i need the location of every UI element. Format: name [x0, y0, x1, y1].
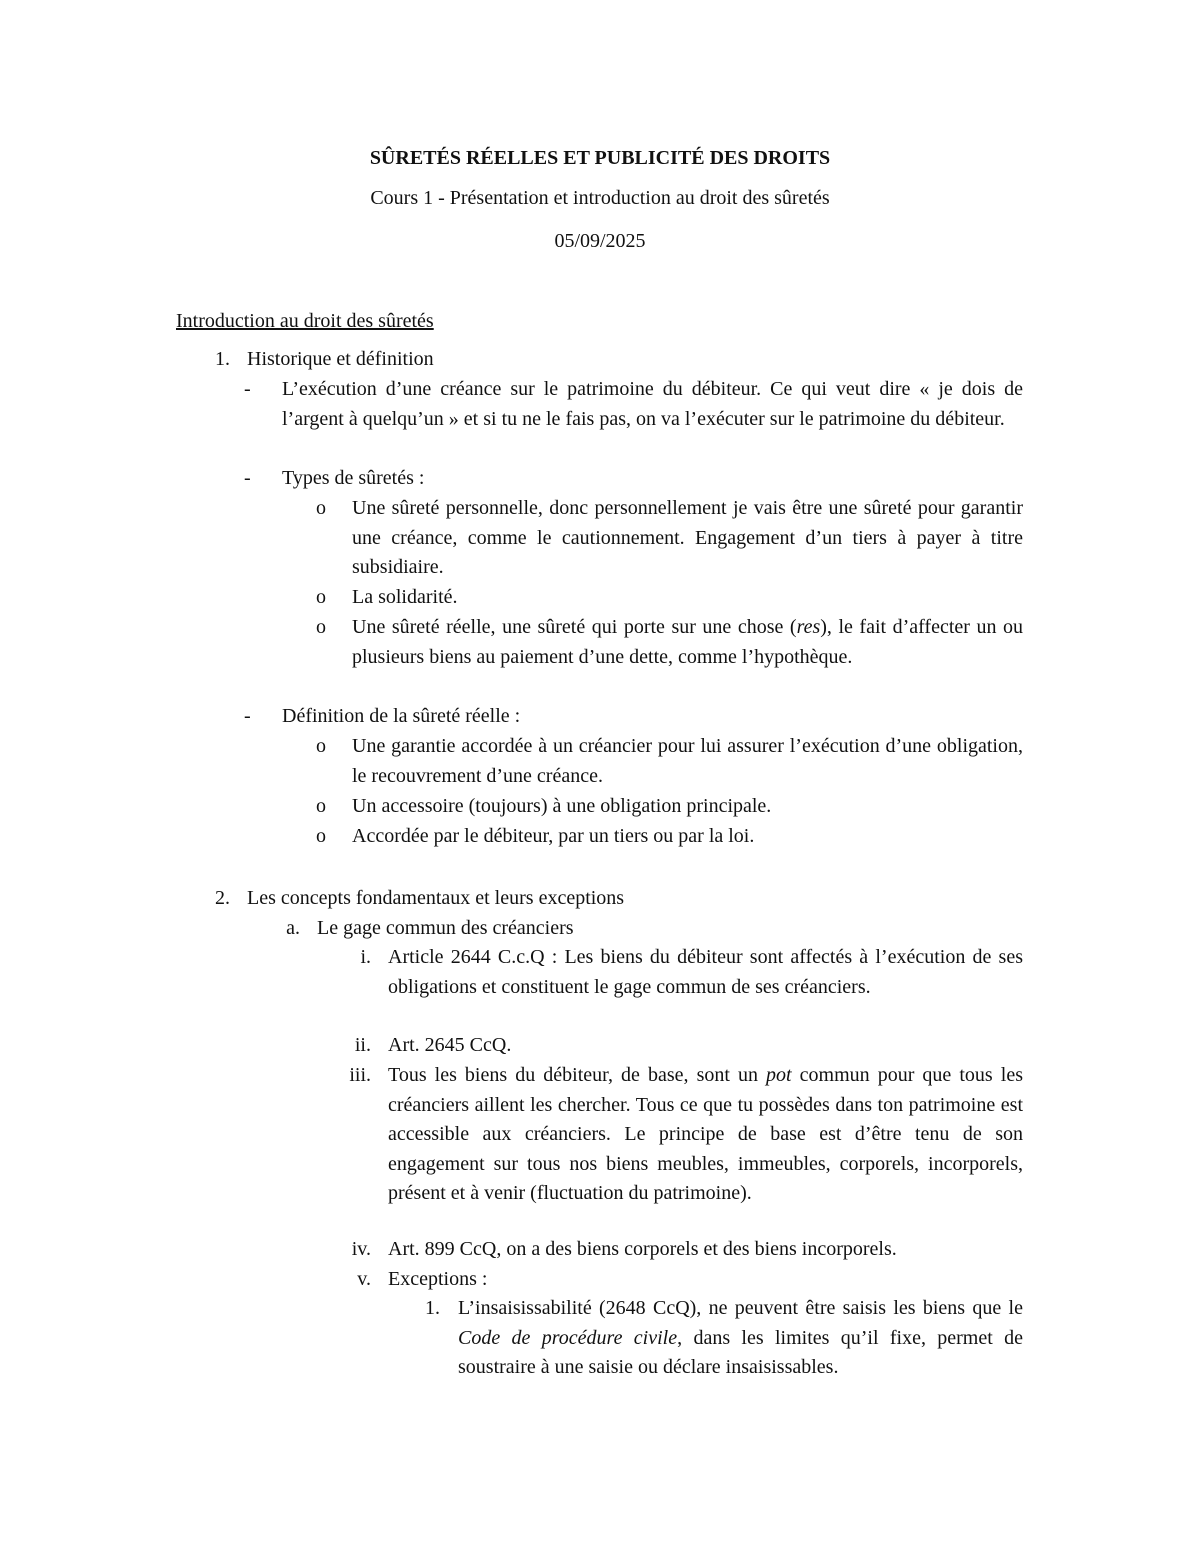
text-run: Une sûreté réelle, une sûreté qui porte sur une chose (: [352, 616, 797, 638]
list-marker-ii: ii.: [354, 1034, 371, 1056]
dash-marker: -: [244, 378, 251, 400]
document-subtitle: Cours 1 - Présentation et introduction au droit des sûretés: [370, 187, 830, 209]
dash-marker: -: [244, 467, 251, 489]
part1-dash3-bullet2: Un accessoire (toujours) à une obligation principale.: [352, 795, 772, 817]
text-run: , dans les limites qu’il fixe, permet de soustraire à une saisie ou déclare insaisissables.: [458, 1326, 1024, 1379]
document-date: 05/09/2025: [554, 230, 646, 252]
part1-title: Historique et définition: [247, 348, 434, 370]
list-marker-a: a.: [286, 917, 300, 939]
list-marker-2: 2.: [215, 887, 230, 909]
part1-dash1-text: L’exécution d’une créance sur le patrimoine du débiteur. Ce qui veut dire « je dois de l’argent à quelqu’un » et si tu ne le fais pas, on va l’exécuter sur le patrimoine du débiteur.: [282, 378, 1023, 430]
document-title: SÛRETÉS RÉELLES ET PUBLICITÉ DES DROITS: [369, 147, 831, 169]
text-run: commun pour que tous les créanciers aillent les chercher. Tous ce que tu possèdes dans ton patrimoine est accessible aux créanciers. Le principe de base est d’être tenu de son engagement sur tous nos biens meubles, immeubles, corporels, incorporels, présent et à venir (fluctuation du patrimoine).: [388, 1064, 1023, 1205]
list-marker-iv: iv.: [351, 1238, 371, 1260]
bullet-marker: o: [316, 825, 326, 847]
part2-ii-text: Art. 2645 CcQ.: [388, 1034, 512, 1056]
list-marker-1: 1.: [215, 348, 230, 370]
text-run: L’insaisissabilité (2648 CcQ), ne peuvent être saisis les biens que le: [458, 1297, 1023, 1319]
part1-dash3-bullet3: Accordée par le débiteur, par un tiers ou par la loi.: [352, 825, 755, 847]
part1-dash2-bullet2: La solidarité.: [352, 586, 458, 608]
part1-dash2-bullet1: Une sûreté personnelle, donc personnellement je vais être une sûreté pour garantir une créance, comme le cautionnement. Engagement d’un tiers à payer à titre subsidiaire.: [352, 497, 1023, 579]
list-marker-v: v.: [357, 1268, 371, 1290]
italic-term: Code de procédure civile: [458, 1326, 678, 1349]
part2-title: Les concepts fondamentaux et leurs exceptions: [247, 887, 625, 909]
list-marker-v1: 1.: [425, 1297, 440, 1319]
section-heading: Introduction au droit des sûretés: [176, 310, 434, 332]
part2-v-text: Exceptions :: [388, 1268, 488, 1290]
part1-dash3-text: Définition de la sûreté réelle :: [282, 705, 521, 727]
bullet-marker: o: [316, 735, 326, 757]
part2-i-text: Article 2644 C.c.Q : Les biens du débiteur sont affectés à l’exécution de ses obligations et constituent le gage commun de ses créanciers.: [388, 946, 1023, 998]
part2-a-title: Le gage commun des créanciers: [317, 917, 574, 939]
bullet-marker: o: [316, 586, 326, 608]
part1-dash3-bullet1: Une garantie accordée à un créancier pour lui assurer l’exécution d’une obligation, le recouvrement d’une créance.: [352, 735, 1023, 787]
italic-term: pot: [766, 1064, 792, 1086]
dash-marker: -: [244, 705, 251, 727]
bullet-marker: o: [316, 497, 326, 519]
list-marker-i: i.: [360, 946, 371, 968]
bullet-marker: o: [316, 616, 326, 638]
part2-v1-text: [458, 1294, 1023, 1383]
part2-iv-text: Art. 899 CcQ, on a des biens corporels et des biens incorporels.: [388, 1238, 897, 1260]
list-marker-iii: iii.: [349, 1064, 371, 1086]
part1-dash2-bullet3: [352, 613, 1023, 672]
part1-dash2-text: Types de sûretés :: [282, 467, 425, 489]
text-run: ), le fait d’affecter un ou plusieurs biens au paiement d’une dette, comme l’hypothèque.: [352, 616, 1023, 668]
bullet-marker: o: [316, 795, 326, 817]
part2-iii-text: [388, 1061, 1023, 1209]
text-run: Tous les biens du débiteur, de base, sont un: [388, 1064, 767, 1086]
italic-term: res: [796, 616, 821, 638]
